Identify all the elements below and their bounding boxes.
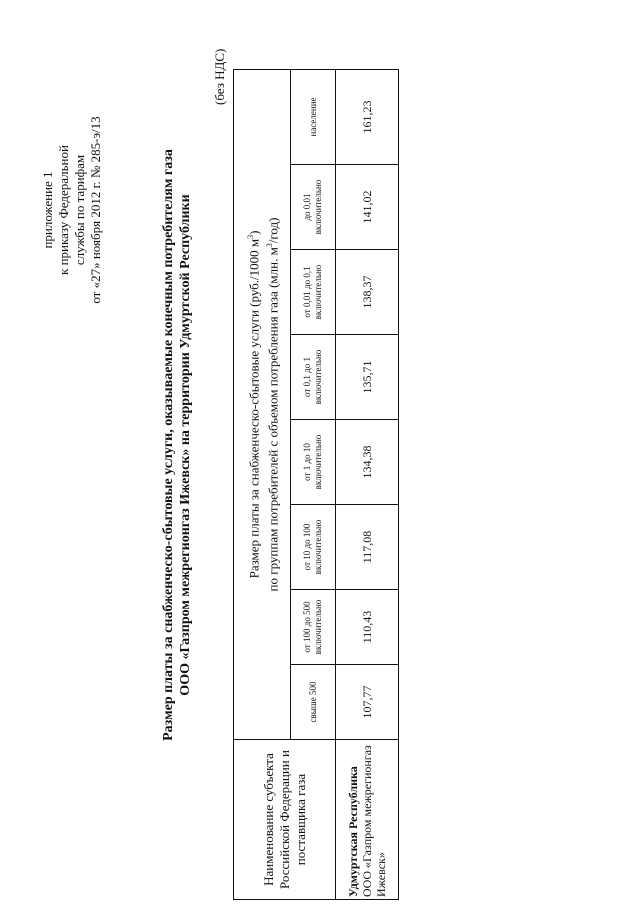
vat-note: (без НДС) <box>212 48 227 105</box>
title-line-2: ООО «Газпром межрегионгаз Ижевск» на территории Удмуртской Республики <box>178 194 193 696</box>
subheader-0-01-0-1: от 0,01 до 0,1 включительно <box>291 250 336 335</box>
entity-cell <box>336 740 399 900</box>
fee-header-sup-1: 3 <box>245 234 255 239</box>
subheader-0-1-1: от 0,1 до 1 включительно <box>291 335 336 420</box>
subheader-1-10: от 1 до 10 включительно <box>291 420 336 505</box>
fee-header-part-c: по группам потребителей с объемом потребления газа (млн. м <box>265 247 281 592</box>
value-0-01-0-1: 138,37 <box>336 250 399 335</box>
region-name: Удмуртская Республика <box>346 766 360 897</box>
tariff-table <box>233 69 399 900</box>
subheader-population: население <box>291 69 336 164</box>
subheader-100-500: от 100 до 500 включительно <box>291 590 336 665</box>
value-population: 161,23 <box>336 69 399 164</box>
subheader-10-100: от 10 до 100 включительно <box>291 505 336 590</box>
value-10-100: 117,08 <box>336 505 399 590</box>
fee-group-header <box>234 69 291 739</box>
fee-header-part-a: Размер платы за снабженческо-сбытовые услуги (руб./1000 м <box>246 238 261 579</box>
fee-header-sup-2: 3 <box>265 243 274 248</box>
subheader-over-500: свыше 500 <box>291 665 336 740</box>
appendix-line-1: приложение 1 <box>40 171 55 249</box>
subheader-up-to-0-01: до 0,01 включительно <box>291 165 336 250</box>
value-up-to-0-01: 141,02 <box>336 165 399 250</box>
value-0-1-1: 135,71 <box>336 335 399 420</box>
table-row <box>336 69 399 899</box>
appendix-line-2: к приказу Федеральной <box>56 145 71 275</box>
supplier-name: ООО «Газпром межрегионгаз Ижевск» <box>360 745 388 897</box>
appendix-block <box>40 95 104 325</box>
value-over-500: 107,77 <box>336 665 399 740</box>
entity-column-header: Наименование субъекта Российской Федерации и поставщика газа <box>234 740 336 900</box>
value-1-10: 134,38 <box>336 420 399 505</box>
document-title <box>160 25 194 865</box>
appendix-line-3: службы по тарифам <box>72 154 87 266</box>
fee-header-part-d: /год) <box>265 217 281 244</box>
title-line-1: Размер платы за снабженческо-сбытовые услуги, оказываемые конечным потребителям газа <box>161 149 176 741</box>
appendix-line-4: от «27» ноября 2012 г. № 285-э/13 <box>88 116 103 304</box>
value-100-500: 110,43 <box>336 590 399 665</box>
fee-header-part-b: ) <box>246 230 261 235</box>
